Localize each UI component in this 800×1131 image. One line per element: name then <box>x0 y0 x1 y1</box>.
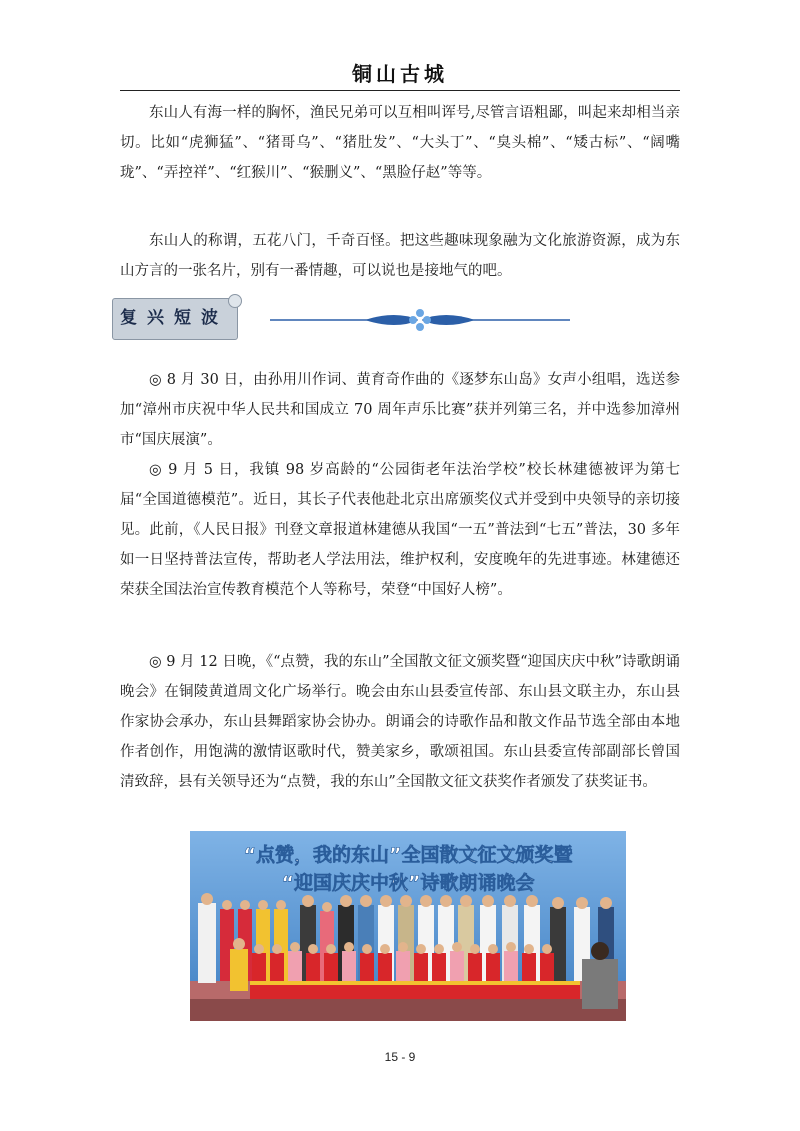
page-header <box>120 58 680 87</box>
news-item-recitation-gala: ◎ 9 月 12 日晚，《“点赞，我的东山”全国散文征文颁奖暨“迎国庆庆中秋”诗歌朗诵晚会》在铜陵黄道周文化广场举行。晚会由东山县委宣传部、东山县文联主办，东山县作家协会承办，东山县舞蹈家协会协办。朗诵会的诗歌作品和散文作品节选全部由本地作者创作，用饱满的激情讴歌时代，赞美家乡，歌颂祖国。东山县委宣传部副部长曾国清致辞，县有关领导还为“点赞，我的东山”全国散文征文获奖作者颁发了获奖证书。 <box>120 654 680 790</box>
news-item-moral-model: ◎ 9 月 5 日，我镇 98 岁高龄的“公园街老年法治学校”校长林建德被评为第七届“全国道德模范”。近日，其长子代表他赴北京出席颁奖仪式并受到中央领导的亲切接见。此前，《人民日报》刊登文章报道林建德从我国“一五”普法到“七五”普法，30 多年如一日坚持普法宣传，帮助老人学法用法，维护权利，安度晚年的先进事迹。林建德还荣获全国法治宣传教育模范个人等称号，荣登“中国好人榜”。 <box>120 462 680 598</box>
event-photo <box>190 831 626 1021</box>
paragraph-dialect: 东山人的称谓，五花八门，千奇百怪。把这些趣味现象融为文化旅游资源，成为东山方言的一张名片，别有一番情趣，可以说也是接地气的吧。 <box>120 233 680 279</box>
page-title: 铜山古城 <box>352 62 448 86</box>
section-banner <box>112 298 242 342</box>
divider-ornament <box>270 306 570 334</box>
paragraph-nicknames: 东山人有海一样的胸怀，渔民兄弟可以互相叫诨号,尽管言语粗鄙，叫起来却相当亲切。比如“虎狮猛”、“猪哥乌”、“猪肚发”、“大头丁”、“臭头棉”、“矮古标”、“阔嘴珑”、“弄控祥”、“红猴川”、“猴删义”、“黑脸仔赵”等等。 <box>120 105 680 181</box>
photo-banner-line1: “点赞，我的东山”全国散文征文颁奖暨 <box>243 844 573 866</box>
section-title: 复兴短波 <box>120 308 228 328</box>
news-item-song-contest: ◎ 8 月 30 日，由孙用川作词、黄育奇作曲的《逐梦东山岛》女声小组唱，选送参加“漳州市庆祝中华人民共和国成立 70 周年声乐比赛”获并列第三名，并中选参加漳州市“国庆展演”。 <box>120 372 680 448</box>
header-rule <box>120 90 680 91</box>
page-number: 15 - 9 <box>384 1050 416 1064</box>
photo-banner-line2: “迎国庆庆中秋”诗歌朗诵晚会 <box>281 872 535 894</box>
flower-icon <box>409 309 431 331</box>
